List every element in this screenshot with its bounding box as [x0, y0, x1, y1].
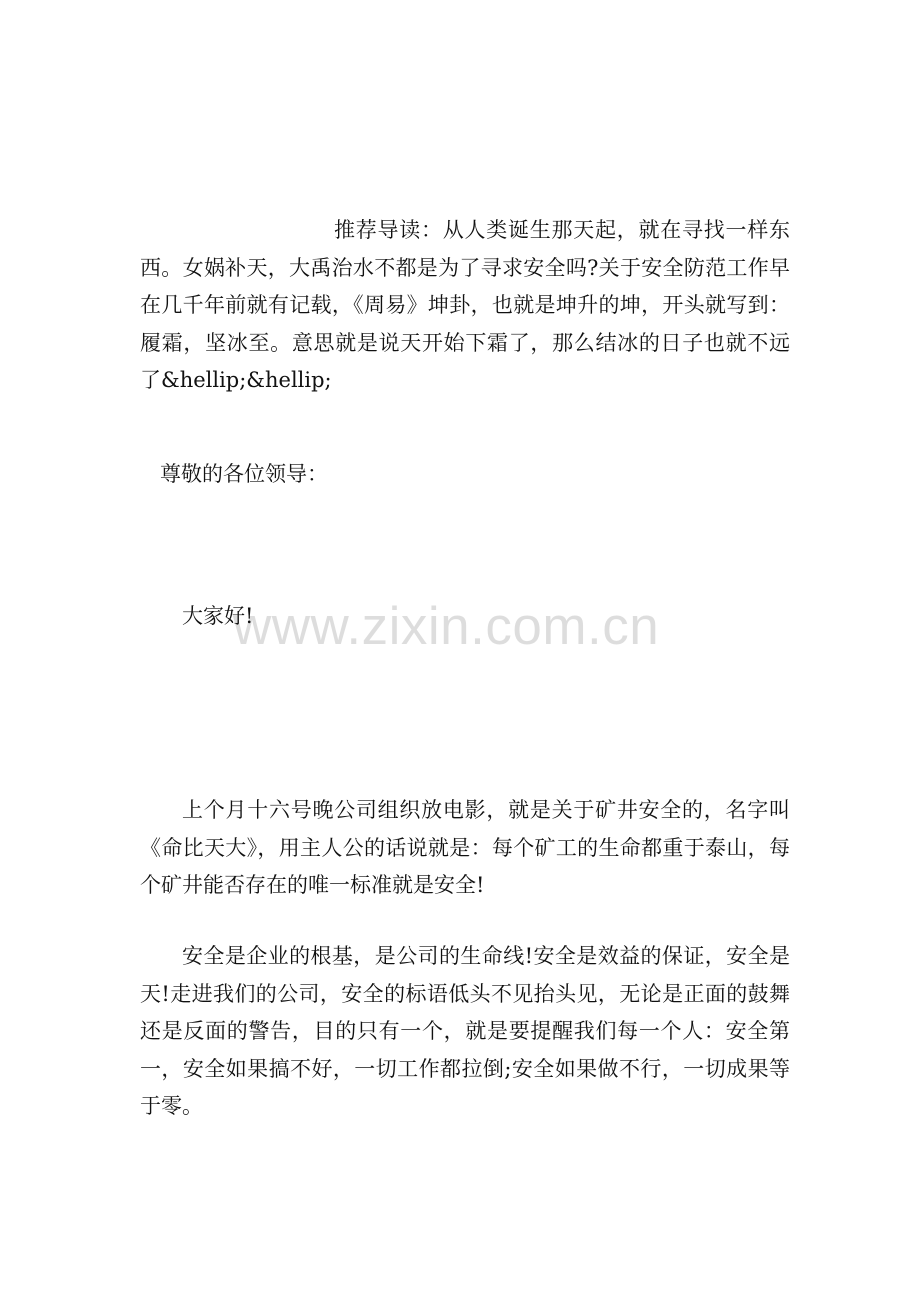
salutation: 尊敬的各位领导： [160, 462, 328, 486]
body-paragraph: 安全是企业的根基，是公司的生命线!安全是效益的保证，安全是天!走进我们的公司，安全的标语低头不见抬头见，无论是正面的鼓舞还是反面的警告，目的只有一个，就是要提醒我们每一个人：安全第一，安全如果搞不好，一切工作都拉倒;安全如果做不行，一切成果等于零。 [140, 944, 790, 1118]
greeting: 大家好! [182, 604, 254, 628]
intro-paragraph: 推荐导读：从人类诞生那天起，就在寻找一样东西。女娲补天，大禹治水不都是为了寻求安全吗?关于安全防范工作早在几千年前就有记载，《周易》坤卦，也就是坤升的坤，开头就写到：履霜，坚冰至。意思就是说天开始下霜了，那么结冰的日子也就不远了&hellip;&hellip; [140, 218, 790, 392]
body-paragraph: 上个月十六号晚公司组织放电影，就是关于矿井安全的，名字叫《命比天大》，用主人公的话说就是：每个矿工的生命都重于泰山，每个矿井能否存在的唯一标准就是安全! [140, 798, 790, 897]
watermark: www.zixin.com.cn [233, 597, 660, 656]
